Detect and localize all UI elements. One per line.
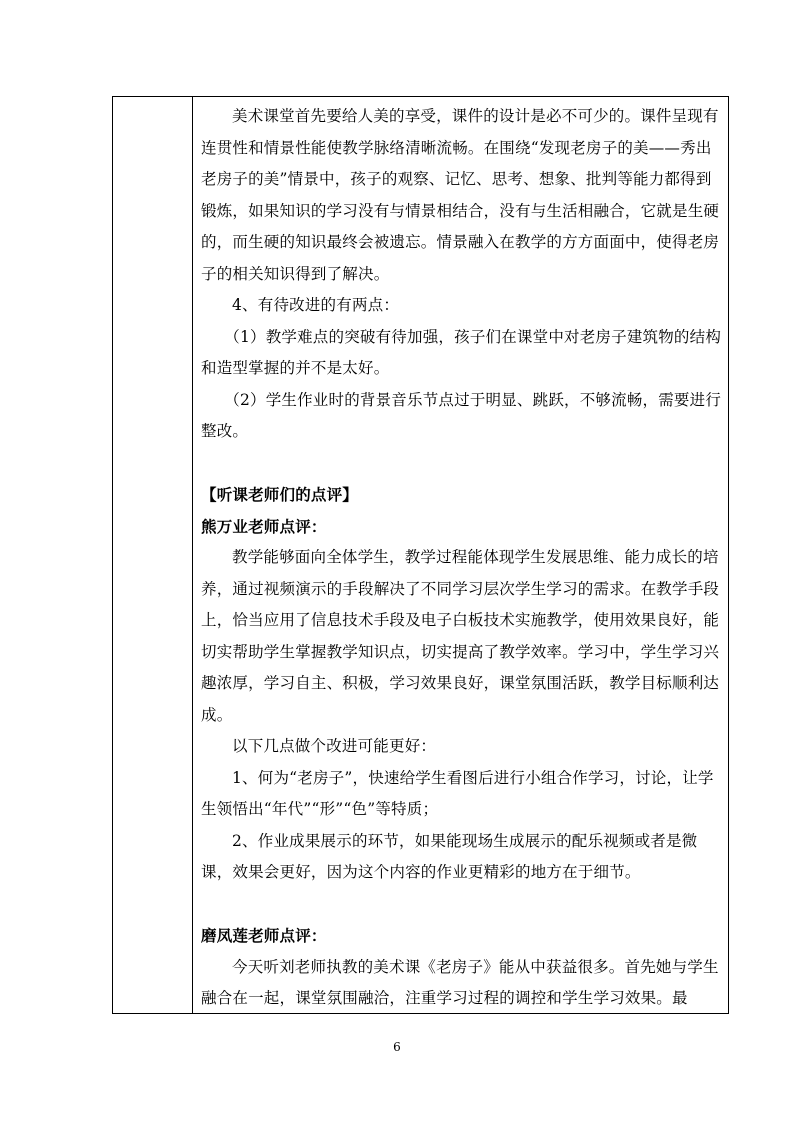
paragraph-suggestions-intro: 以下几点做个改进可能更好：: [232, 737, 437, 755]
heading-teacher-comments: 【听课老师们的点评】: [201, 485, 359, 504]
table-cell-content: [201, 101, 721, 1015]
spacer: [201, 448, 721, 480]
column-divider: [192, 97, 193, 1013]
paragraph-improvement-heading: 4、有待改进的有两点：: [232, 296, 400, 314]
paragraph-suggestion-2: 2、作业成果展示的环节，如果能现场生成展示的配乐视频或者是微课，效果会更好，因为这个内容的作业更精彩的地方在于细节。: [201, 831, 698, 881]
paragraph-improvement-1: （1）教学难点的突破有待加强，孩子们在课堂中对老房子建筑物的结构和造型掌握的并不是太好。: [201, 327, 722, 377]
heading-xiong-comment: 熊万业老师点评：: [201, 516, 327, 536]
document-table: [112, 96, 729, 1014]
paragraph-courseware: 美术课堂首先要给人美的享受，课件的设计是必不可少的。课件呈现有连贯性和情景性能使教学脉络清晰流畅。在围绕“发现老房子的美——秀出老房子的美”情景中，孩子的观察、记忆、思考、想象、批判等能力都得到锻炼，如果知识的学习没有与情景相结合，没有与生活相融合，它就是生硬的，而生硬的知识最终会被遗忘。情景融入在教学的方方面面中，使得老房子的相关知识得到了解决。: [201, 107, 720, 283]
page-number: 6: [393, 1040, 401, 1054]
paragraph-suggestion-1: 1、何为“老房子”，快速给学生看图后进行小组合作学习，讨论，让学生领悟出“年代”“形”“色”等特质；: [201, 768, 714, 818]
paragraph-xiong-comment: 教学能够面向全体学生，教学过程能体现学生发展思维、能力成长的培养，通过视频演示的手段解决了不同学习层次学生学习的需求。在教学手段上，恰当应用了信息技术手段及电子白板技术实施教学，使用效果良好，能切实帮助学生掌握教学知识点，切实提高了教学效率。学习中，学生学习兴趣浓厚，学习自主、积极，学习效果良好，课堂氛围活跃，教学目标顺利达成。: [201, 548, 720, 724]
paragraph-improvement-2: （2）学生作业时的背景音乐节点过于明显、跳跃，不够流畅，需要进行整改。: [201, 390, 722, 440]
spacer: [201, 889, 721, 921]
heading-mo-comment: 磨凤莲老师点评：: [201, 926, 327, 945]
paragraph-mo-comment: 今天听刘老师执教的美术课《老房子》能从中获益很多。首先她与学生融合在一起，课堂氛围融洽，注重学习过程的调控和学生学习效果。最: [201, 957, 719, 1007]
